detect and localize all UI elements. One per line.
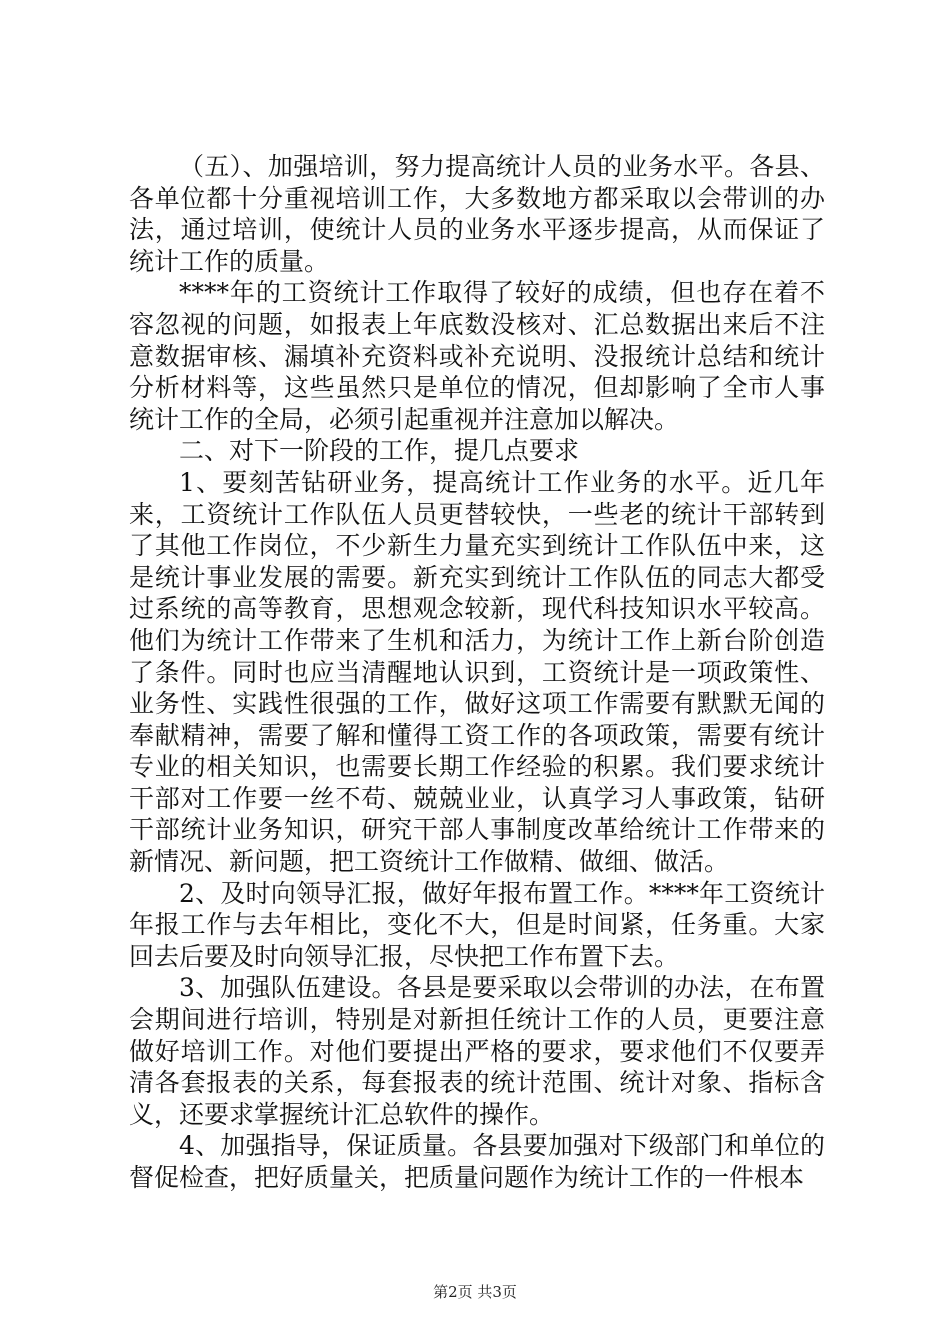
section-heading-requirements: 二、对下一阶段的工作，提几点要求 bbox=[179, 436, 580, 466]
paragraph-training: （五）、加强培训，努力提高统计人员的业务水平。各县、各单位都十分重视培训工作，大多数地方都采取以会带训的办法，通过培训，使统计人员的业务水平逐步提高，从而保证了统计工作的质量。 bbox=[129, 152, 825, 276]
paragraph-requirement-2: 2、及时向领导汇报，做好年报布置工作。****年工资统计年报工作与去年相比，变化不大，但是时间紧，任务重。大家回去后要及时向领导汇报，尽快把工作布置下去。 bbox=[129, 878, 825, 971]
paragraph-requirement-3: 3、加强队伍建设。各县是要采取以会带训的办法，在布置会期间进行培训，特别是对新担任统计工作的人员，更要注意做好培训工作。对他们要提出严格的要求，要求他们不仅要弄清各套报表的关系，每套报表的统计范围、统计对象、指标含义，还要求掌握统计汇总软件的操作。 bbox=[129, 973, 825, 1129]
document-body bbox=[129, 151, 825, 1194]
page-footer: 第2页 共3页 bbox=[433, 1283, 517, 1301]
paragraph-requirement-1: 1、要刻苦钻研业务，提高统计工作业务的水平。近几年来，工资统计工作队伍人员更替较快，一些老的统计干部转到了其他工作岗位，不少新生力量充实到统计工作队伍中来，这是统计事业发展的需要。新充实到统计工作队伍的同志大都受过系统的高等教育，思想观念较新，现代科技知识水平较高。他们为统计工作带来了生机和活力，为统计工作上新台阶创造了条件。同时也应当清醒地认识到，工资统计是一项政策性、业务性、实践性很强的工作，做好这项工作需要有默默无闻的奉献精神，需要了解和懂得工资工作的各项政策，需要有统计专业的相关知识，也需要长期工作经验的积累。我们要求统计干部对工作要一丝不苟、兢兢业业，认真学习人事政策，钻研干部统计业务知识，研究干部人事制度改革给统计工作带来的新情况、新问题，把工资统计工作做精、做细、做活。 bbox=[129, 467, 825, 877]
paragraph-requirement-4: 4、加强指导，保证质量。各县要加强对下级部门和单位的督促检查，把好质量关，把质量问题作为统计工作的一件根本 bbox=[129, 1131, 825, 1192]
paragraph-problems: ****年的工资统计工作取得了较好的成绩，但也存在着不容忽视的问题，如报表上年底数没核对、汇总数据出来后不注意数据审核、漏填补充资料或补充说明、没报统计总结和统计分析材料等，这些虽然只是单位的情况，但却影响了全市人事统计工作的全局，必须引起重视并注意加以解决。 bbox=[129, 278, 825, 434]
